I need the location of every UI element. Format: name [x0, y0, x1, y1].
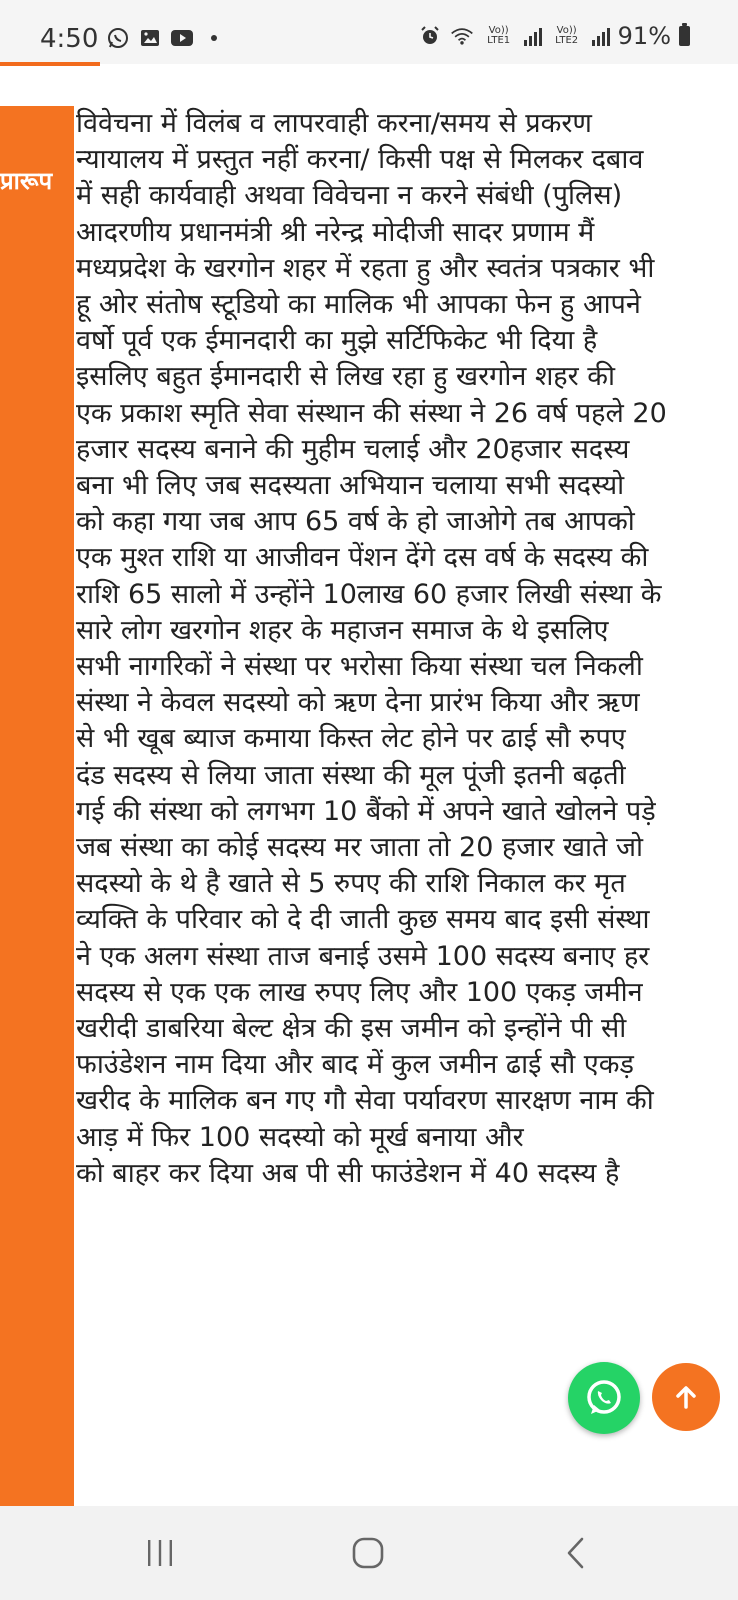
article-line: हू ओर संतोष स्टूडियो का मालिक भी आपका फेन हु आपने — [76, 289, 641, 321]
article-line: सारे लोग खरगोन शहर के महाजन समाज के थे इसलिए — [76, 614, 609, 646]
battery-icon — [679, 26, 690, 46]
article-line: से भी खूब ब्याज कमाया किस्त लेट होने पर ढाई सौ रुपए — [76, 723, 626, 755]
page-load-progress — [0, 62, 100, 66]
article-line: एक प्रकाश स्मृति सेवा संस्थान की संस्था ने 26 वर्ष पहले 20 — [76, 397, 667, 429]
article-line: जब संस्था का कोई सदस्य मर जाता तो 20 हजार खाते जो — [76, 832, 644, 864]
sim2-label: Vo)) LTE2 — [555, 25, 579, 46]
scroll-to-top-button[interactable] — [652, 1363, 720, 1431]
status-time: 4:50 — [40, 24, 99, 54]
article-line: में सही कार्यवाही अथवा विवेचना न करने संबंधी (पुलिस) — [76, 180, 623, 212]
whatsapp-icon — [106, 26, 130, 50]
article-line: गई की संस्था को लगभग 10 बैंको में अपने खाते खोलने पड़े — [76, 795, 656, 827]
article-text — [76, 106, 726, 1192]
article-line: इसलिए बहुत ईमानदारी से लिख रहा हु खरगोन शहर की — [76, 361, 615, 393]
gallery-icon — [138, 26, 162, 50]
article-line: ने एक अलग संस्था ताज बनाई उसमे 100 सदस्य बनाए हर — [76, 940, 650, 972]
article-line: संस्था ने केवल सदस्यो को ऋण देना प्रारंभ किया और ऋण — [76, 687, 640, 719]
article-line: सभी नागरिकों ने संस्था पर भरोसा किया संस्था चल निकली — [76, 651, 643, 683]
article-line: आड़ में फिर 100 सदस्यो को मूर्ख बनाया और — [76, 1121, 524, 1153]
home-icon — [351, 1536, 385, 1570]
article-line: बना भी लिए जब सदस्यता अभियान चलाया सभी सदस्यो — [76, 470, 625, 502]
article-line: सदस्य से एक एक लाख रुपए लिए और 100 एकड़ जमीन — [76, 976, 643, 1008]
whatsapp-icon — [582, 1376, 626, 1420]
alarm-icon — [418, 24, 442, 48]
article-line: हजार सदस्य बनाने की मुहीम चलाई और 20हजार सदस्य — [76, 433, 630, 465]
sidebar-label: प्रारूप — [0, 167, 53, 195]
back-button[interactable] — [556, 1536, 596, 1570]
dot-icon — [202, 26, 226, 50]
article-line: मध्यप्रदेश के खरगोन शहर में रहता हु और स्वतंत्र पत्रकार भी — [76, 252, 655, 284]
article-container — [0, 106, 738, 1506]
article-line: आदरणीय प्रधानमंत्री श्री नरेन्द्र मोदीजी सादर प्रणाम मैं — [76, 216, 595, 248]
arrow-up-icon — [673, 1384, 699, 1410]
wifi-icon — [450, 24, 474, 48]
article-line: एक मुश्त राशि या आजीवन पेंशन देंगे दस वर्ष के सदस्य की — [76, 542, 649, 574]
sim1-label: Vo)) LTE1 — [487, 25, 511, 46]
battery-percent: 91% — [617, 22, 671, 50]
article-line: वर्षो पूर्व एक ईमानदारी का मुझे सर्टिफिकेट भी दिया है — [76, 325, 598, 357]
whatsapp-share-button[interactable] — [568, 1362, 640, 1434]
article-line: को बाहर कर दिया अब पी सी फाउंडेशन में 40 सदस्य है — [76, 1157, 620, 1189]
status-bar — [0, 0, 738, 64]
signal-icon — [592, 26, 610, 46]
navigation-bar — [0, 1506, 738, 1600]
article-line: दंड सदस्य से लिया जाता संस्था की मूल पूंजी इतनी बढ़ती — [76, 759, 626, 791]
notification-icons — [106, 26, 226, 50]
youtube-icon — [170, 26, 194, 50]
article-line: को कहा गया जब आप 65 वर्ष के हो जाओगे तब आपको — [76, 506, 635, 538]
signal-icon — [524, 26, 542, 46]
article-line: राशि 65 सालो में उन्होंने 10लाख 60 हजार लिखी संस्था के — [76, 578, 662, 610]
article-line: व्यक्ति के परिवार को दे दी जाती कुछ समय बाद इसी संस्था — [76, 904, 650, 936]
system-icons — [418, 22, 690, 50]
article-line: विवेचना में विलंब व लापरवाही करना/समय से प्रकरण — [76, 108, 592, 139]
article-line: फाउंडेशन नाम दिया और बाद में कुल जमीन ढाई सौ एकड़ — [76, 1049, 634, 1081]
article-line: न्यायालय में प्रस्तुत नहीं करना/ किसी पक्ष से मिलकर दबाव — [76, 144, 644, 176]
article-line: सदस्यो के थे है खाते से 5 रुपए की राशि निकाल कर मृत — [76, 868, 626, 900]
article-line: खरीद के मालिक बन गए गौ सेवा पर्यावरण सारक्षण नाम की — [76, 1085, 654, 1117]
recent-apps-button[interactable] — [140, 1536, 180, 1570]
recent-apps-icon — [144, 1538, 176, 1568]
back-icon — [564, 1537, 588, 1569]
home-button[interactable] — [348, 1536, 388, 1570]
sidebar-band — [0, 106, 74, 1506]
article-line: खरीदी डाबरिया बेल्ट क्षेत्र की इस जमीन को इन्होंने पी सी — [76, 1013, 627, 1045]
